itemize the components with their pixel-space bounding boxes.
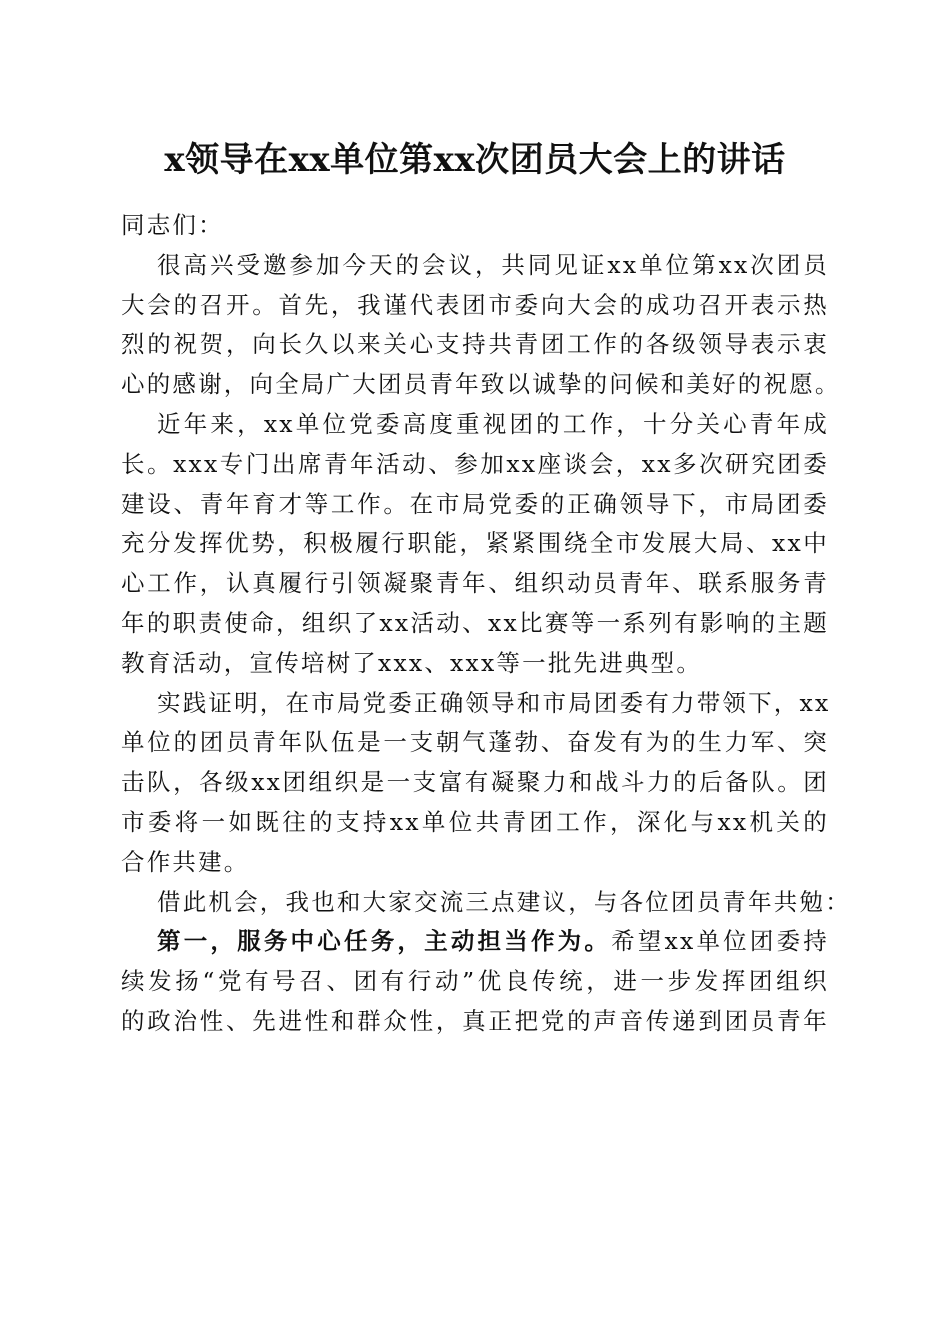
line-text: 合作共建。	[121, 847, 250, 876]
line-text: 年的职责使命，组织了xx活动、xx比赛等一系列有影响的主题	[121, 608, 829, 637]
line-text: 近年来，xx单位党委高度重视团的工作，十分关心青年成	[157, 409, 829, 438]
paragraph-line	[121, 246, 829, 286]
line-text: 充分发挥优势，积极履行职能，紧紧围绕全市发展大局、xx中	[121, 529, 829, 558]
line-text: 很高兴受邀参加今天的会议，共同见证xx单位第xx次团员	[157, 250, 829, 279]
paragraph-line	[121, 803, 829, 843]
line-text: 长。xxx专门出席青年活动、参加xx座谈会，xx多次研究团委	[121, 449, 829, 478]
line-text: 实践证明，在市局党委正确领导和市局团委有力带领下，xx	[157, 688, 831, 717]
paragraph-line	[121, 485, 829, 525]
paragraph-line	[121, 365, 841, 405]
paragraph-line	[121, 883, 851, 923]
line-text: 市委将一如既往的支持xx单位共青团工作，深化与xx机关的	[121, 807, 829, 836]
document-title: x领导在xx单位第xx次团员大会上的讲话	[164, 140, 786, 180]
line-text: 续发扬“党有号召、团有行动”优良传统，进一步发挥团组织	[121, 967, 829, 996]
line-text: 心工作，认真履行引领凝聚青年、组织动员青年、联系服务青	[121, 569, 829, 598]
paragraph-line	[121, 684, 829, 724]
line-text: 击队，各级xx团组织是一支富有凝聚力和战斗力的后备队。团	[121, 768, 829, 797]
line-text: 单位的团员青年队伍是一支朝气蓬勃、奋发有为的生力军、突	[121, 728, 829, 757]
line-text: 烈的祝贺，向长久以来关心支持共青团工作的各级领导表示衷	[121, 330, 829, 359]
emphasis-text: 第一，服务中心任务，主动担当作为。	[157, 927, 612, 956]
paragraph-line	[121, 962, 829, 1002]
line-text: 教育活动，宣传培树了xxx、xxx等一批先进典型。	[121, 648, 703, 677]
paragraph-line	[121, 405, 829, 445]
paragraph-line	[121, 524, 829, 564]
line-text: 希望xx单位团委持	[611, 927, 829, 956]
paragraph-line	[121, 564, 829, 604]
line-text: 建设、青年育才等工作。在市局党委的正确领导下，市局团委	[121, 489, 829, 518]
paragraph-line	[121, 604, 829, 644]
paragraph-line	[121, 325, 829, 365]
paragraph-line	[121, 1002, 829, 1042]
paragraph-line	[121, 922, 829, 962]
paragraph-line	[121, 763, 829, 803]
paragraph-line	[121, 723, 829, 763]
salutation-line	[121, 206, 829, 246]
paragraph-line	[121, 445, 829, 485]
line-text: 同志们：	[121, 211, 224, 239]
paragraph-line	[121, 644, 829, 684]
paragraph-line	[121, 843, 829, 883]
paragraph-line	[121, 286, 829, 326]
line-text: 心的感谢，向全局广大团员青年致以诚挚的问候和美好的祝愿。	[121, 370, 841, 399]
line-text: 借此机会，我也和大家交流三点建议，与各位团员青年共勉：	[157, 887, 851, 916]
line-text: 的政治性、先进性和群众性，真正把党的声音传递到团员青年	[121, 1006, 829, 1035]
line-text: 大会的召开。首先，我谨代表团市委向大会的成功召开表示热	[121, 290, 829, 319]
document-body	[121, 206, 851, 1042]
